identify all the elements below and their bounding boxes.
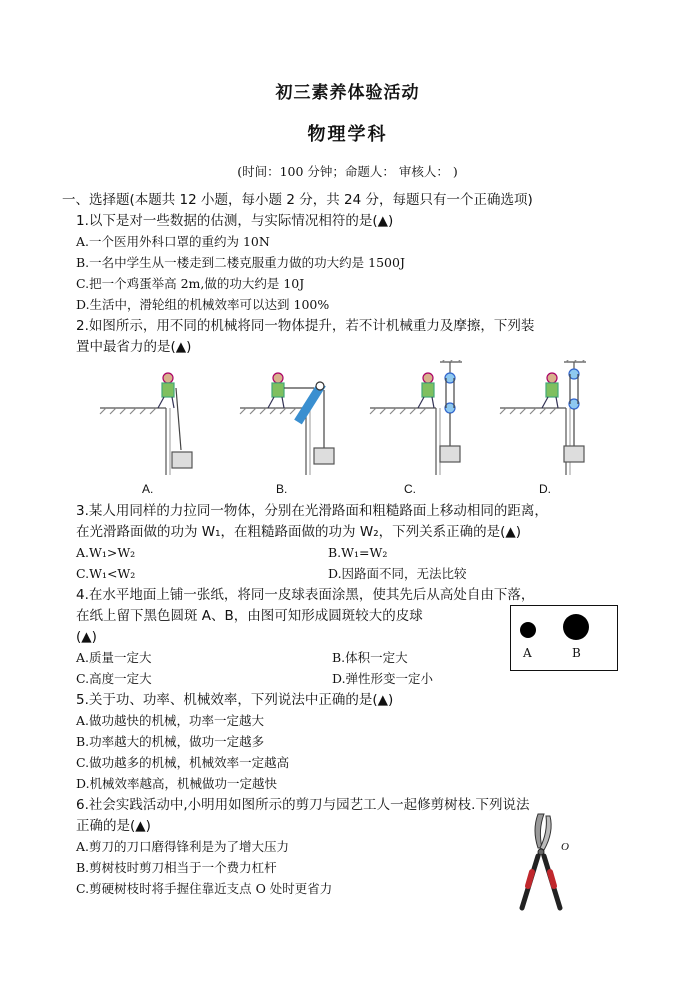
q4-stem-line2: 在纸上留下黑色圆斑 A、B，由图可知形成圆斑较大的皮球 — [76, 608, 423, 624]
pivot-label: O — [561, 841, 569, 853]
q6-stem-line1: 6.社会实践活动中,小明用如图所示的剪刀与园艺工人一起修剪树枝.下列说法 — [76, 797, 530, 813]
q3-option-c: C.W₁<W₂ — [76, 566, 136, 581]
q5-stem: 5.关于功、功率、机械效率，下列说法中正确的是(▲) — [76, 692, 394, 708]
subject-title: 物理学科 — [307, 124, 388, 145]
q1-option-c: C.把一个鸡蛋举高 2m,做的功大约是 10J — [76, 276, 305, 291]
q1-option-b: B.一名中学生从一楼走到二楼克服重力做的功大约是 1500J — [76, 255, 405, 270]
figure-label-b: B. — [276, 482, 288, 496]
q4-option-d: D.弹性形变一定小 — [332, 671, 434, 686]
q1-option-d: D.生活中，滑轮组的机械效率可以达到 100% — [76, 297, 330, 312]
q2-stem-line1: 2.如图所示，用不同的机械将同一物体提升，若不计机械重力及摩擦，下列装 — [76, 318, 535, 334]
q6-stem-line2: 正确的是(▲) — [76, 818, 151, 834]
figure-c-pulley — [370, 360, 462, 475]
q4-stem-line1: 4.在水平地面上铺一张纸，将同一皮球表面涂黑，使其先后从高处自由下落， — [76, 587, 535, 603]
q4-option-a: A.质量一定大 — [76, 650, 152, 665]
q1-option-a: A.一个医用外科口罩的重约为 10N — [76, 234, 270, 249]
q3-option-d: D.因路面不同，无法比较 — [328, 566, 467, 581]
figure-d-pulley — [500, 360, 586, 475]
q3-option-a: A.W₁>W₂ — [76, 545, 136, 560]
figure-b-lever — [240, 373, 334, 475]
q5-option-d: D.机械效率越高，机械做功一定越快 — [76, 776, 278, 791]
q2-stem-line2: 置中最省力的是(▲) — [76, 339, 192, 355]
spot-b-label: B — [572, 646, 581, 660]
q6-option-b: B.剪树枝时剪刀相当于一个费力杠杆 — [76, 860, 277, 875]
q4-option-c: C.高度一定大 — [76, 671, 152, 686]
q6-option-c: C.剪硬树枝时将手握住靠近支点 O 处时更省力 — [76, 881, 333, 896]
figure-label-c: C. — [404, 482, 416, 496]
spots-figure — [510, 605, 618, 671]
spot-a-label: A — [523, 646, 532, 660]
exam-title: 初三素养体验活动 — [275, 83, 420, 103]
exam-info: (时间：100 分钟；命题人： 审核人： ) — [237, 164, 458, 179]
figure-a-fixed-rope — [100, 373, 192, 475]
figure-label-d: D. — [539, 482, 551, 496]
q1-stem: 1.以下是对一些数据的估测，与实际情况相符的是(▲) — [76, 213, 394, 229]
q3-stem-line1: 3.某人用同样的力拉同一物体，分别在光滑路面和粗糙路面上移动相同的距离， — [76, 503, 548, 519]
q6-option-a: A.剪刀的刀口磨得锋利是为了增大压力 — [76, 839, 290, 854]
q2-machine-figures — [96, 360, 606, 480]
q5-option-c: C.做功越多的机械，机械效率一定越高 — [76, 755, 290, 770]
q4-stem-line3: (▲) — [76, 629, 97, 645]
q3-stem-line2: 在光滑路面做的功为 W₁，在粗糙路面做的功为 W₂，下列关系正确的是(▲) — [76, 524, 522, 540]
pruning-shears-figure — [508, 810, 578, 915]
spot-b — [563, 614, 589, 640]
q5-option-b: B.功率越大的机械，做功一定越多 — [76, 734, 265, 749]
q3-option-b: B.W₁=W₂ — [328, 545, 388, 560]
q4-option-b: B.体积一定大 — [332, 650, 408, 665]
section-heading: 一、选择题(本题共 12 小题，每小题 2 分，共 24 分，每题只有一个正确选项) — [62, 192, 533, 208]
figure-label-a: A. — [142, 482, 154, 496]
spot-a — [520, 622, 536, 638]
q5-option-a: A.做功越快的机械，功率一定越大 — [76, 713, 265, 728]
